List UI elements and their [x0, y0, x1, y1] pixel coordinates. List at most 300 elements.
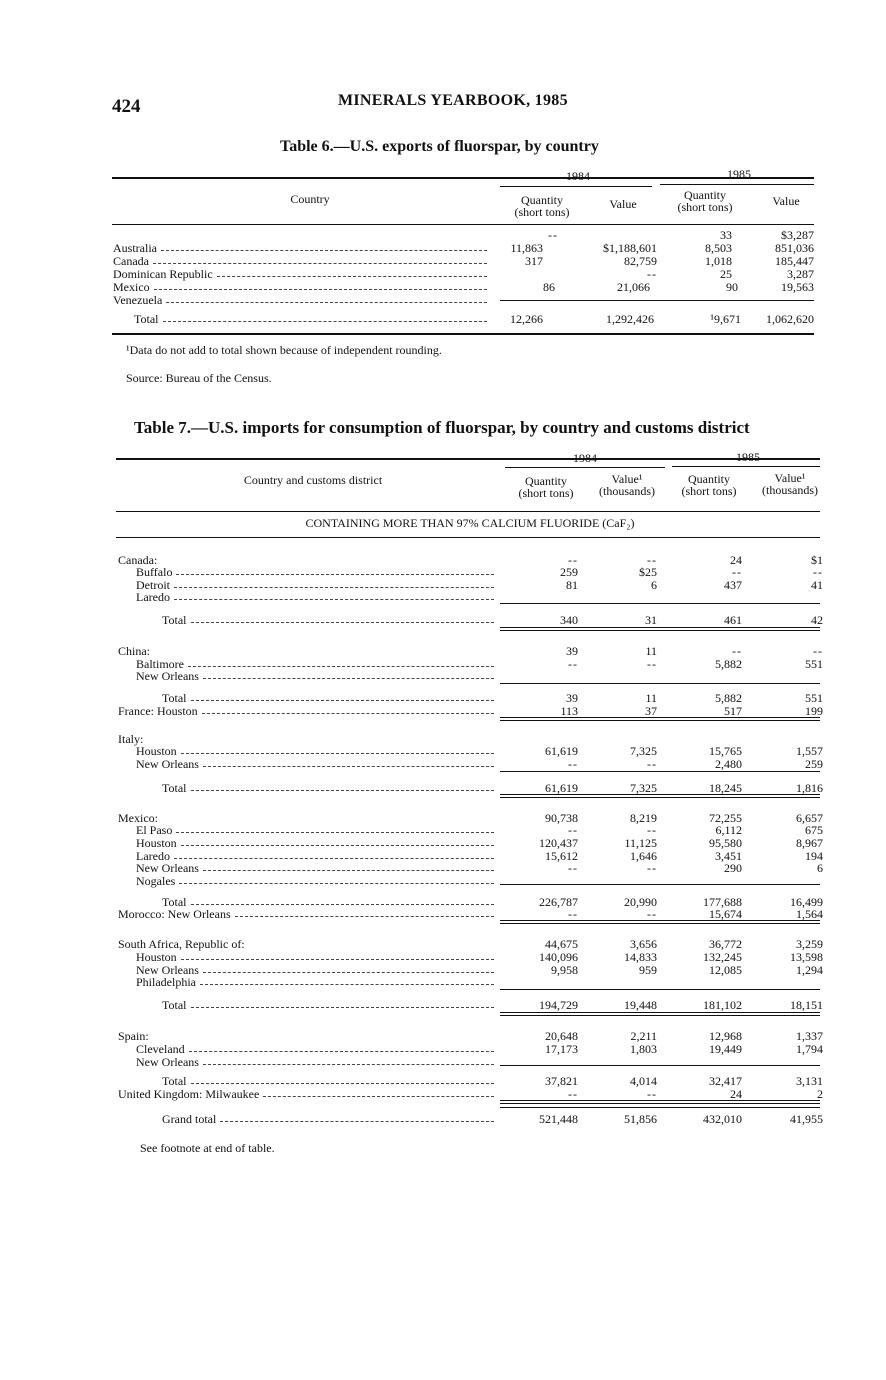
value-1985: 6,657 — [796, 811, 823, 825]
table6-bottom-rule — [112, 333, 814, 335]
row-label-text: Total — [162, 1074, 187, 1088]
quantity-1985: 12,085 — [709, 963, 742, 977]
value-1985: $1 — [811, 553, 823, 567]
dot-leader — [191, 622, 495, 623]
dot-leader — [203, 1064, 494, 1065]
quantity-1984: 340 — [560, 613, 578, 627]
table-row — [0, 1088, 886, 1100]
value-1985: 1,794 — [796, 1042, 823, 1056]
dot-leader — [200, 984, 494, 985]
quantity-1984: 15,612 — [545, 849, 578, 863]
table6-title: Table 6.—U.S. exports of fluorspar, by country — [280, 138, 599, 155]
table-row-total — [0, 692, 886, 704]
quantity-1984: 226,787 — [539, 895, 578, 909]
header-line: (short tons) — [518, 486, 574, 500]
quantity-1984: 20,648 — [545, 1029, 578, 1043]
quantity-1985: 15,674 — [709, 907, 742, 921]
dot-leader — [176, 574, 494, 575]
value-1984: 51,856 — [624, 1112, 657, 1126]
table7-header-qty-1984 — [505, 475, 587, 499]
row-label — [118, 705, 494, 717]
header-line: Quantity — [525, 474, 567, 488]
table7-title: Table 7.—U.S. imports for consumption of fluorspar, by country and customs district — [134, 418, 750, 437]
quantity-1985: 132,245 — [703, 950, 742, 964]
dot-leader — [189, 1051, 494, 1052]
value-1984: 1,292,426 — [606, 312, 654, 326]
table-row — [0, 938, 886, 950]
row-label-text: Italy: — [118, 732, 144, 746]
table-row-total — [0, 313, 886, 325]
table7-rule — [500, 797, 820, 798]
value-1984: $1,188,601 — [603, 241, 657, 255]
value-1985: 3,259 — [796, 937, 823, 951]
row-label — [136, 670, 494, 682]
quantity-1985: 461 — [724, 613, 742, 627]
table-row — [0, 229, 886, 241]
value-1985: 1,337 — [796, 1029, 823, 1043]
row-label-text: Laredo — [136, 590, 170, 604]
table7-rule — [500, 923, 820, 924]
row-label-text: Venezuela — [113, 293, 163, 307]
row-label-text: New Orleans — [136, 669, 199, 683]
table-row-total — [0, 614, 886, 626]
table7-header-country: Country and customs district — [243, 473, 383, 487]
quantity-1985: 95,580 — [709, 836, 742, 850]
table6-header-country: Country — [290, 192, 330, 206]
quantity-1985: ¹9,671 — [710, 312, 741, 326]
quantity-1984: 11,863 — [510, 241, 543, 255]
table7-rule — [500, 720, 820, 721]
row-label — [162, 999, 494, 1011]
dot-leader — [181, 845, 494, 846]
page-number: 424 — [112, 96, 141, 117]
header-line: (thousands) — [599, 484, 655, 498]
value-1984: 1,803 — [630, 1042, 657, 1056]
value-1985: 551 — [805, 657, 823, 671]
row-label-text: Houston — [136, 950, 177, 964]
quantity-1984: 86 — [543, 280, 555, 294]
table-row-total — [0, 999, 886, 1011]
row-label-text: Grand total — [162, 1112, 217, 1126]
table-row — [0, 1043, 886, 1055]
table7-rule — [500, 1012, 820, 1013]
quantity-1984: -- — [568, 657, 578, 671]
value-1984: $25 — [639, 565, 657, 579]
dot-leader — [161, 250, 487, 251]
table7-rule — [500, 989, 820, 990]
row-label-text: Baltimore — [136, 657, 184, 671]
row-label-text: Mexico — [113, 280, 150, 294]
value-1985: 259 — [805, 757, 823, 771]
row-label — [136, 1043, 494, 1055]
value-1985: 1,564 — [796, 907, 823, 921]
value-1984: 11 — [645, 644, 657, 658]
quantity-1985: 3,451 — [715, 849, 742, 863]
quantity-1985: 72,255 — [709, 811, 742, 825]
row-label — [136, 875, 494, 887]
row-label — [113, 281, 487, 293]
dot-leader — [154, 289, 487, 290]
table6-header-value-1984: Value — [609, 197, 637, 211]
table7-rule — [500, 1107, 820, 1108]
table6-header-value-1985: Value — [772, 194, 800, 208]
header-line: (short tons) — [677, 200, 733, 214]
header-line: (short tons) — [514, 205, 570, 219]
table-row — [0, 579, 886, 591]
quantity-1984: 17,173 — [545, 1042, 578, 1056]
dot-leader — [174, 858, 494, 859]
value-1984: 21,066 — [617, 280, 650, 294]
row-label — [162, 1113, 494, 1125]
row-label-text: South Africa, Republic of: — [118, 937, 245, 951]
table-row — [0, 824, 886, 836]
table7-span-rule-1984 — [505, 467, 665, 468]
value-1984: 11,125 — [624, 836, 657, 850]
value-1985: 1,294 — [796, 963, 823, 977]
table7-header-value-1984 — [588, 473, 666, 497]
quantity-1985: 290 — [724, 861, 742, 875]
row-label — [118, 812, 494, 824]
table7-rule — [500, 1015, 820, 1016]
table6-header-qty-1984 — [500, 194, 584, 218]
row-label — [118, 645, 494, 657]
table-row — [0, 658, 886, 670]
table-row — [0, 964, 886, 976]
table7-rule — [500, 1103, 820, 1104]
dot-leader — [191, 1007, 495, 1008]
row-label-text: Laredo — [136, 849, 170, 863]
quantity-1984: 120,437 — [539, 836, 578, 850]
table6-header-qty-1985 — [662, 189, 748, 213]
row-label-text: China: — [118, 644, 150, 658]
table-row — [0, 850, 886, 862]
dot-leader — [220, 1121, 494, 1122]
value-1984: 14,833 — [624, 950, 657, 964]
header-line: Quantity — [684, 188, 726, 202]
row-label-text: United Kingdom: Milwaukee — [118, 1087, 260, 1101]
table-row — [0, 812, 886, 824]
row-label — [136, 824, 494, 836]
quantity-1985: 5,882 — [715, 691, 742, 705]
quantity-1984: -- — [568, 861, 578, 875]
value-1985: $3,287 — [781, 228, 814, 242]
table7-rule — [500, 603, 820, 604]
row-label-text: Total — [162, 998, 187, 1012]
header-line: Quantity — [521, 193, 563, 207]
row-label — [136, 579, 494, 591]
row-label — [162, 782, 494, 794]
row-label — [136, 591, 494, 603]
row-label — [118, 554, 494, 566]
quantity-1985: 25 — [720, 267, 732, 281]
quantity-1985: 24 — [730, 1087, 742, 1101]
table-row — [0, 951, 886, 963]
table7-section-heading: CONTAINING MORE THAN 97% CALCIUM FLUORIDE (CaF₂) — [305, 516, 635, 530]
value-1984: 20,990 — [624, 895, 657, 909]
quantity-1984: -- — [568, 823, 578, 837]
value-1984: 8,219 — [630, 811, 657, 825]
table6-source: Source: Bureau of the Census. — [126, 371, 272, 385]
row-label-text: Total — [162, 691, 187, 705]
quantity-1985: 432,010 — [703, 1112, 742, 1126]
row-label — [134, 313, 487, 325]
value-1985: 8,967 — [796, 836, 823, 850]
quantity-1984: 61,619 — [545, 781, 578, 795]
row-label — [118, 908, 494, 920]
table-row — [0, 705, 886, 717]
table7-rule — [500, 717, 820, 718]
table-row — [0, 591, 886, 603]
table-row — [0, 758, 886, 770]
row-label-text: New Orleans — [136, 963, 199, 977]
value-1984: 6 — [651, 578, 657, 592]
row-label-text: Total — [134, 312, 159, 326]
table6-year-1984: 1984 — [566, 169, 590, 183]
table-row — [0, 281, 886, 293]
dot-leader — [263, 1096, 494, 1097]
quantity-1984: 61,619 — [545, 744, 578, 758]
quantity-1984: 521,448 — [539, 1112, 578, 1126]
row-label — [136, 1056, 494, 1068]
value-1985: 1,062,620 — [766, 312, 814, 326]
dot-leader — [176, 832, 494, 833]
value-1985: 551 — [805, 691, 823, 705]
row-label — [136, 566, 494, 578]
quantity-1985: 8,503 — [705, 241, 732, 255]
quantity-1984: 259 — [560, 565, 578, 579]
table-row — [0, 554, 886, 566]
quantity-1985: 2,480 — [715, 757, 742, 771]
quantity-1984: 39 — [566, 644, 578, 658]
quantity-1984: 44,675 — [545, 937, 578, 951]
quantity-1985: -- — [732, 565, 742, 579]
dot-leader — [179, 883, 494, 884]
dot-leader — [191, 1083, 495, 1084]
value-1985: 42 — [811, 613, 823, 627]
table7-year-1985: 1985 — [736, 450, 760, 464]
row-label — [113, 242, 487, 254]
quantity-1985: 19,449 — [709, 1042, 742, 1056]
table-row — [0, 255, 886, 267]
value-1984: 4,014 — [630, 1074, 657, 1088]
value-1985: -- — [813, 644, 823, 658]
table-row-total — [0, 782, 886, 794]
table-row — [0, 242, 886, 254]
row-label-text: Philadelphia — [136, 975, 196, 989]
header-line: Value¹ — [611, 472, 643, 486]
table7-span-rule-1985 — [672, 466, 820, 467]
value-1984: 19,448 — [624, 998, 657, 1012]
row-label-text: Mexico: — [118, 811, 158, 825]
value-1985: 41,955 — [790, 1112, 823, 1126]
row-label — [113, 268, 487, 280]
value-1985: 19,563 — [781, 280, 814, 294]
quantity-1984: 140,096 — [539, 950, 578, 964]
row-label-text: Morocco: New Orleans — [118, 907, 231, 921]
row-label-text: Houston — [136, 744, 177, 758]
value-1984: 7,325 — [630, 744, 657, 758]
table7-header-rule — [116, 511, 820, 512]
table7-header-qty-1985 — [668, 473, 750, 497]
value-1985: 851,036 — [775, 241, 814, 255]
row-label — [136, 976, 494, 988]
row-label-text: Dominican Republic — [113, 267, 213, 281]
quantity-1985: 1,018 — [705, 254, 732, 268]
row-label-text: France: Houston — [118, 704, 198, 718]
row-label-text: Total — [162, 895, 187, 909]
row-label-text: Cleveland — [136, 1042, 185, 1056]
table7-footnote: See footnote at end of table. — [140, 1141, 275, 1155]
value-1985: 185,447 — [775, 254, 814, 268]
value-1984: -- — [647, 267, 657, 281]
table6-year-1985: 1985 — [727, 167, 751, 181]
value-1984: 31 — [645, 613, 657, 627]
row-label-text: New Orleans — [136, 1055, 199, 1069]
row-label-text: Detroit — [136, 578, 170, 592]
table-row — [0, 733, 886, 745]
value-1985: 3,131 — [796, 1074, 823, 1088]
running-head: MINERALS YEARBOOK, 1985 — [338, 92, 568, 109]
table7-rule — [500, 920, 820, 921]
dot-leader — [181, 753, 494, 754]
value-1984: 959 — [639, 963, 657, 977]
value-1984: -- — [647, 823, 657, 837]
table-row — [0, 976, 886, 988]
quantity-1985: 5,882 — [715, 657, 742, 671]
value-1985: 194 — [805, 849, 823, 863]
dot-leader — [166, 302, 487, 303]
quantity-1985: 437 — [724, 578, 742, 592]
quantity-1985: 32,417 — [709, 1074, 742, 1088]
dot-leader — [191, 790, 495, 791]
table-row — [0, 1030, 886, 1042]
dot-leader — [163, 321, 488, 322]
dot-leader — [153, 263, 487, 264]
value-1984: 11 — [645, 691, 657, 705]
value-1984: 3,656 — [630, 937, 657, 951]
row-label — [136, 951, 494, 963]
table-row — [0, 566, 886, 578]
quantity-1984: -- — [568, 757, 578, 771]
table6-span-rule-1985 — [660, 184, 814, 185]
value-1985: 675 — [805, 823, 823, 837]
row-label — [136, 837, 494, 849]
value-1985: 41 — [811, 578, 823, 592]
quantity-1985: 177,688 — [703, 895, 742, 909]
header-line: Value¹ — [774, 471, 806, 485]
row-label-text: Houston — [136, 836, 177, 850]
row-label-text: New Orleans — [136, 861, 199, 875]
header-line: (short tons) — [681, 484, 737, 498]
value-1984: -- — [647, 757, 657, 771]
quantity-1985: 24 — [730, 553, 742, 567]
value-1985: -- — [813, 565, 823, 579]
table7-section-rule — [116, 537, 820, 538]
quantity-1984: -- — [568, 907, 578, 921]
dot-leader — [174, 599, 494, 600]
row-label-text: Canada: — [118, 553, 158, 567]
table-row — [0, 837, 886, 849]
dot-leader — [235, 916, 494, 917]
value-1985: 2 — [817, 1087, 823, 1101]
row-label — [162, 1075, 494, 1087]
quantity-1984: -- — [568, 1087, 578, 1101]
value-1984: -- — [548, 228, 558, 242]
row-label-text: Australia — [113, 241, 157, 255]
header-line: (thousands) — [762, 483, 818, 497]
quantity-1984: 81 — [566, 578, 578, 592]
table-row — [0, 268, 886, 280]
quantity-1984: 90,738 — [545, 811, 578, 825]
quantity-1985: 181,102 — [703, 998, 742, 1012]
row-label — [113, 255, 487, 267]
quantity-1985: 15,765 — [709, 744, 742, 758]
table7-rule — [500, 683, 820, 684]
table7-rule — [500, 630, 820, 631]
quantity-1985: 36,772 — [709, 937, 742, 951]
quantity-1985: 90 — [726, 280, 738, 294]
row-label-text: Total — [162, 781, 187, 795]
quantity-1985: 33 — [720, 228, 732, 242]
value-1984: 2,211 — [630, 1029, 657, 1043]
table6-header-rule — [112, 224, 814, 225]
row-label-text: El Paso — [136, 823, 173, 837]
quantity-1984: 194,729 — [539, 998, 578, 1012]
table-row — [0, 645, 886, 657]
row-label — [118, 1030, 494, 1042]
quantity-1984: -- — [568, 553, 578, 567]
table-row — [0, 908, 886, 920]
row-label-text: Canada — [113, 254, 149, 268]
dot-leader — [191, 904, 495, 905]
row-label-text: Total — [162, 613, 187, 627]
row-label-text: Buffalo — [136, 565, 173, 579]
dot-leader — [203, 766, 494, 767]
table-row — [0, 1056, 886, 1068]
row-label — [113, 294, 487, 306]
value-1985: 1,557 — [796, 744, 823, 758]
value-1984: 82,759 — [624, 254, 657, 268]
quantity-1985: 18,245 — [709, 781, 742, 795]
quantity-1984: 113 — [560, 704, 578, 718]
table7-rule — [500, 1100, 820, 1101]
row-label — [162, 692, 494, 704]
row-label — [136, 745, 494, 757]
value-1985: 3,287 — [787, 267, 814, 281]
table-row — [0, 875, 886, 887]
value-1985: 13,598 — [790, 950, 823, 964]
quantity-1984: 317 — [525, 254, 543, 268]
table7-year-1984: 1984 — [573, 451, 597, 465]
table-row — [0, 862, 886, 874]
dot-leader — [181, 959, 494, 960]
dot-leader — [191, 700, 495, 701]
value-1985: 1,816 — [796, 781, 823, 795]
quantity-1984: 37,821 — [545, 1074, 578, 1088]
value-1984: -- — [647, 861, 657, 875]
table7-rule — [500, 627, 820, 628]
row-label-text: Nogales — [136, 874, 176, 888]
table6-total-rule — [500, 300, 814, 301]
row-label — [136, 758, 494, 770]
quantity-1984: 12,266 — [510, 312, 543, 326]
table-row-total — [0, 1113, 886, 1125]
quantity-1985: 12,968 — [709, 1029, 742, 1043]
dot-leader — [203, 972, 494, 973]
value-1984: -- — [647, 1087, 657, 1101]
dot-leader — [203, 870, 494, 871]
table-row — [0, 670, 886, 682]
